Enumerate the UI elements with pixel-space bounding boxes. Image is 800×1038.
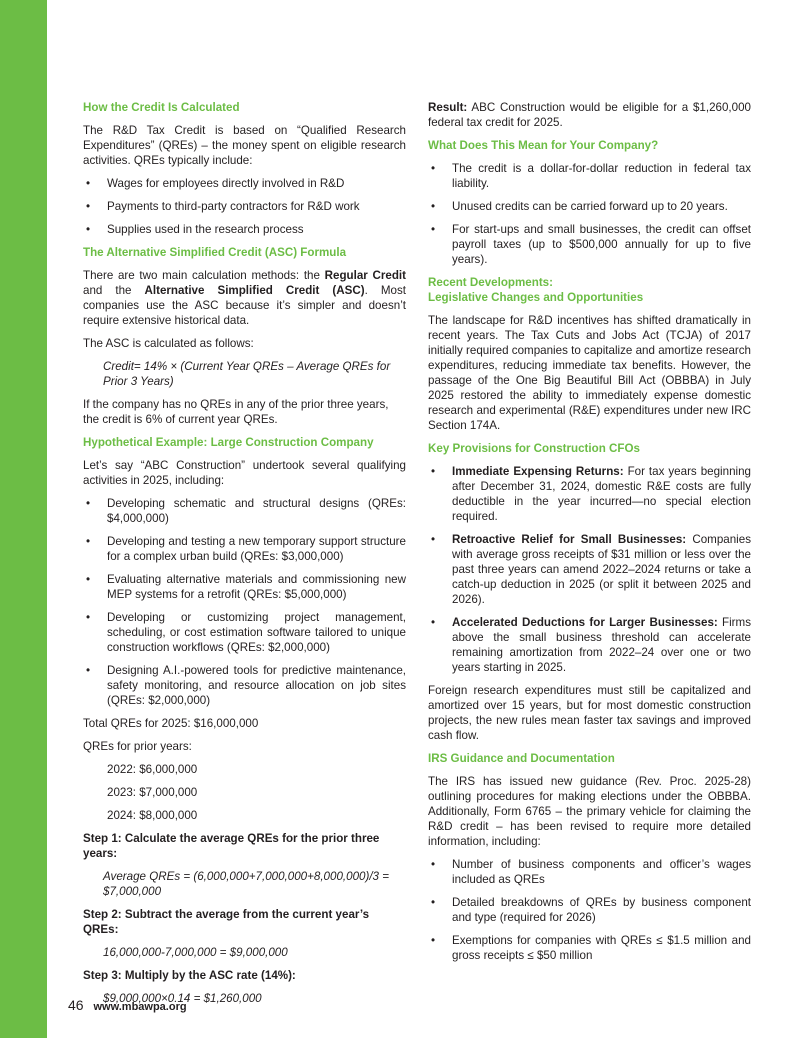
paragraph-foreign-research: Foreign research expenditures must still be capitalized and amortized over 15 years, but for most domestic construction projects, the new rules mean faster tax savings and improved cash flow. — [428, 684, 751, 742]
left-column — [83, 100, 406, 1014]
qre-2023: 2023: $7,000,000 — [107, 786, 198, 799]
heading-key-provisions: Key Provisions for Construction CFOs — [428, 442, 640, 455]
calc-2: 16,000,000-7,000,000 = $9,000,000 — [103, 946, 288, 959]
bullet-icon: • — [86, 535, 91, 548]
list-item: • Evaluating alternative materials and commissioning new MEP systems for a retrofit (QREs: $5,000,000) — [86, 573, 406, 601]
list-item: • Developing and testing a new temporary support structure for a complex urban build (QREs: $3,000,000) — [86, 535, 406, 563]
bullet-icon: • — [86, 497, 91, 510]
heading-what-does-this-mean: What Does This Mean for Your Company? — [428, 139, 659, 152]
list-item: • Supplies used in the research process — [86, 223, 304, 236]
page-number: 46 — [68, 997, 84, 1013]
bullet-icon: • — [431, 616, 436, 629]
paragraph-qre-intro: The R&D Tax Credit is based on “Qualified Research Expenditures” (QREs) – the money spent on eligible research activities. QREs typically include: — [83, 124, 406, 167]
list-item: • Developing schematic and structural designs (QREs: $4,000,000) — [86, 497, 406, 525]
calc-1: Average QREs = (6,000,000+7,000,000+8,000,000)/3 = $7,000,000 — [103, 870, 389, 898]
bullet-icon: • — [86, 664, 91, 677]
step-2: Step 2: Subtract the average from the current year’s QREs: — [83, 908, 370, 936]
paragraph-asc-calculated: The ASC is calculated as follows: — [83, 337, 254, 350]
bullet-icon: • — [431, 896, 436, 909]
qre-list — [83, 176, 406, 237]
bullet-icon: • — [431, 200, 436, 213]
activities-list — [83, 496, 406, 708]
bullet-icon: • — [431, 465, 436, 478]
list-item: • The credit is a dollar-for-dollar reduction in federal tax liability. — [431, 162, 751, 190]
bullet-icon: • — [86, 200, 91, 213]
heading-legislative-changes: Legislative Changes and Opportunities — [428, 291, 644, 304]
bullet-icon: • — [431, 162, 436, 175]
list-item: • Unused credits can be carried forward up to 20 years. — [431, 200, 728, 213]
qre-2024: 2024: $8,000,000 — [107, 809, 198, 822]
bullet-icon: • — [431, 223, 436, 236]
bullet-icon: • — [431, 858, 436, 871]
green-side-bar — [0, 0, 47, 1038]
heading-hypothetical-example: Hypothetical Example: Large Construction Company — [83, 436, 374, 449]
paragraph-methods: There are two main calculation methods: the Regular Credit and the Alternative Simplified Credit (ASC). Most companies use the ASC because it’s simpler and doesn’t require extensive historical data. — [83, 269, 406, 327]
list-item: • Developing or customizing project management, scheduling, or cost estimation software tailored to unique construction workflows (QREs: $2,000,000) — [86, 611, 406, 654]
paragraph-irs-guidance: The IRS has issued new guidance (Rev. Proc. 2025-28) outlining procedures for making elections under the OBBBA. Additionally, Form 6765 – the primary vehicle for claiming the R&D credit – has been revised to require more detailed information, including: — [428, 775, 751, 848]
list-item: • Designing A.I.-powered tools for predictive maintenance, safety monitoring, and resource allocation on job sites (QREs: $2,000,000) — [86, 664, 406, 707]
list-item: • Accelerated Deductions for Larger Businesses: Firms above the small business threshold can accelerate remaining amortization from 2022–24 over one or two years starting in 2025. — [431, 616, 752, 674]
heading-credit-calculated: How the Credit Is Calculated — [83, 101, 240, 114]
paragraph-landscape: The landscape for R&D incentives has shifted dramatically in recent years. The Tax Cuts and Jobs Act (TCJA) of 2017 initially required companies to capitalize and amortize research expenditures, reducing immediate tax benefits. However, the passage of the One Big Beautiful Bill Act (OBBBA) in July 2025 restored the ability to immediately expense domestic research and experimental (R&E) expenditures under new IRC Section 174A. — [428, 314, 751, 432]
bullet-icon: • — [431, 533, 436, 546]
paragraph-abc-intro: Let’s say “ABC Construction” undertook several qualifying activities in 2025, including: — [83, 459, 406, 487]
bullet-icon: • — [86, 611, 91, 624]
list-item: • Detailed breakdowns of QREs by business component and type (required for 2026) — [431, 896, 751, 924]
bullet-icon: • — [86, 223, 91, 236]
heading-asc-formula: The Alternative Simplified Credit (ASC) Formula — [83, 246, 347, 259]
bullet-icon: • — [86, 573, 91, 586]
list-item: • Immediate Expensing Returns: For tax years beginning after December 31, 2024, domestic R&E costs are fully deductible in the year incurred—no special election required. — [431, 465, 751, 523]
result-paragraph: Result: ABC Construction would be eligible for a $1,260,000 federal tax credit for 2025. — [428, 101, 751, 129]
page-footer — [68, 996, 187, 1016]
list-item: • Exemptions for companies with QREs ≤ $1.5 million and gross receipts ≤ $50 million — [431, 934, 751, 962]
list-item: • Wages for employees directly involved in R&D — [86, 177, 345, 190]
calc-3: $9,000,000×0.14 = $1,260,000 — [103, 992, 262, 1005]
paragraph-no-qres: If the company has no QREs in any of the prior three years, the credit is 6% of current year QREs. — [83, 398, 389, 426]
bullet-icon: • — [431, 934, 436, 947]
provisions-list — [428, 464, 751, 675]
step-3: Step 3: Multiply by the ASC rate (14%): — [83, 969, 296, 982]
list-item: • Payments to third-party contractors for R&D work — [86, 200, 360, 213]
bullet-icon: • — [86, 177, 91, 190]
total-qres: Total QREs for 2025: $16,000,000 — [83, 717, 259, 730]
form-6765-list — [428, 857, 751, 963]
prior-years-label: QREs for prior years: — [83, 740, 192, 753]
formula: Credit= 14% × (Current Year QREs – Average QREs for Prior 3 Years) — [103, 360, 391, 388]
list-item: • Number of business components and officer’s wages included as QREs — [431, 858, 751, 886]
footer-url[interactable]: www.mbawpa.org — [93, 1001, 187, 1013]
qre-2022: 2022: $6,000,000 — [107, 763, 198, 776]
meaning-list — [428, 161, 751, 267]
list-item: • For start-ups and small businesses, the credit can offset payroll taxes (up to $500,000 annually for up to five years). — [431, 223, 751, 266]
list-item: • Retroactive Relief for Small Businesses: Companies with average gross receipts of $31 million or less over the past three years can amend 2022–2024 returns or take a catch-up deduction in 2025 (or split it between 2025 and 2026). — [431, 533, 752, 606]
right-column — [428, 100, 751, 971]
heading-recent-developments: Recent Developments: — [428, 276, 553, 289]
step-1: Step 1: Calculate the average QREs for the prior three years: — [83, 832, 380, 860]
heading-irs-guidance: IRS Guidance and Documentation — [428, 752, 615, 765]
